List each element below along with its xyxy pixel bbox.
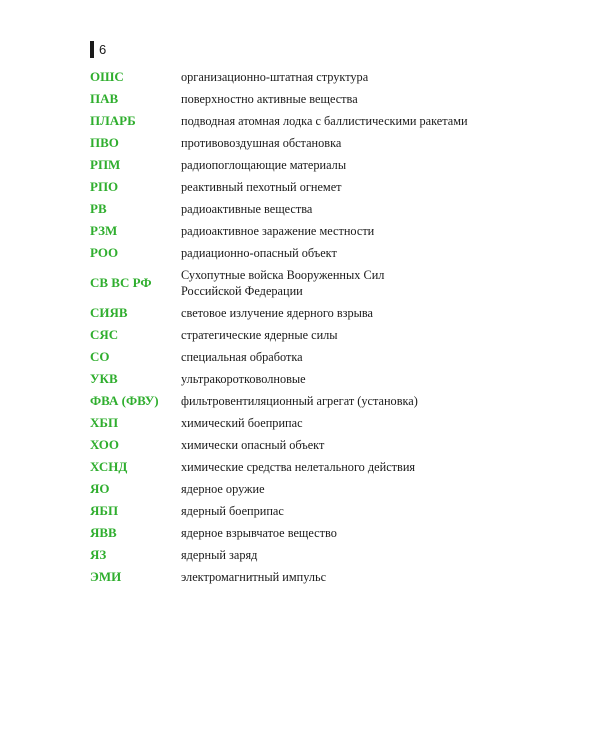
abbreviation-definition: фильтровентиляционный агрегат (установка): [181, 394, 418, 408]
abbreviation-term: ЯВВ: [90, 525, 117, 540]
abbreviation-definition: подводная атомная лодка с баллистическими ракетами: [181, 114, 468, 128]
abbreviation-term: ХОО: [90, 437, 119, 452]
abbreviation-term: ПАВ: [90, 91, 119, 106]
abbreviation-definition: ядерный заряд: [181, 548, 258, 562]
glossary-entry: [90, 133, 530, 155]
glossary-entry: [90, 413, 530, 435]
abbreviation-definition: химически опасный объект: [181, 438, 325, 452]
glossary-entry: [90, 89, 530, 111]
glossary-entry: [90, 303, 530, 325]
glossary-entry: [90, 501, 530, 523]
abbreviation-definition: электромагнитный импульс: [181, 570, 327, 584]
glossary-entry: [90, 111, 530, 133]
abbreviation-term: ЯО: [90, 481, 110, 496]
abbreviation-term: РОО: [90, 245, 119, 260]
abbreviation-definition: радиационно-опасный объект: [181, 246, 337, 260]
page-number: 6: [99, 41, 107, 57]
glossary-entry: [90, 479, 530, 501]
abbreviation-definition: ядерный боеприпас: [181, 504, 284, 518]
page-marker-bar: [90, 41, 94, 58]
abbreviation-term: ПЛАРБ: [90, 113, 136, 128]
abbreviation-definition: [181, 267, 530, 299]
abbreviation-definition: радиоактивное заражение местности: [181, 224, 375, 238]
abbreviation-term: СО: [90, 349, 110, 364]
glossary-entry: [90, 369, 530, 391]
glossary-entry: [90, 243, 530, 265]
abbreviation-definition: поверхностно активные вещества: [181, 92, 358, 106]
abbreviation-glossary: [90, 67, 530, 589]
abbreviation-definition: противовоздушная обстановка: [181, 136, 342, 150]
abbreviation-term: ХСНД: [90, 459, 128, 474]
abbreviation-term: РЗМ: [90, 223, 118, 238]
abbreviation-definition: химические средства нелетального действия: [181, 460, 416, 474]
glossary-entry: [90, 325, 530, 347]
abbreviation-definition: ядерное взрывчатое вещество: [181, 526, 337, 540]
abbreviation-definition: реактивный пехотный огнемет: [181, 180, 342, 194]
glossary-entry: [90, 347, 530, 369]
glossary-entry: [90, 391, 530, 413]
abbreviation-term: СВ ВС РФ: [90, 275, 152, 290]
glossary-entry: [90, 523, 530, 545]
glossary-entry: [90, 177, 530, 199]
glossary-entry: [90, 265, 530, 303]
abbreviation-definition: радиопоглощающие материалы: [181, 158, 347, 172]
abbreviation-term: ЯБП: [90, 503, 119, 518]
definition-line: Сухопутные войска Вооруженных Сил: [181, 268, 385, 282]
abbreviation-term: СИЯВ: [90, 305, 128, 320]
abbreviation-term: ХБП: [90, 415, 119, 430]
abbreviation-term: ПВО: [90, 135, 119, 150]
abbreviation-term: СЯС: [90, 327, 119, 342]
definition-line: Российской Федерации: [181, 284, 303, 298]
abbreviation-term: РВ: [90, 201, 107, 216]
glossary-entry: [90, 221, 530, 243]
glossary-entry: [90, 457, 530, 479]
abbreviation-term: ЭМИ: [90, 569, 122, 584]
abbreviation-term: ФВА (ФВУ): [90, 393, 159, 408]
glossary-entry: [90, 435, 530, 457]
glossary-entry: [90, 567, 530, 589]
abbreviation-term: ЯЗ: [90, 547, 107, 562]
abbreviation-definition: световое излучение ядерного взрыва: [181, 306, 374, 320]
abbreviation-definition: радиоактивные вещества: [181, 202, 313, 216]
abbreviation-definition: ультракоротковолновые: [181, 372, 306, 386]
abbreviation-term: РПО: [90, 179, 119, 194]
glossary-entry: [90, 199, 530, 221]
abbreviation-definition: стратегические ядерные силы: [181, 328, 338, 342]
abbreviation-definition: химический боеприпас: [181, 416, 303, 430]
glossary-entry: [90, 67, 530, 89]
glossary-entry: [90, 155, 530, 177]
abbreviation-term: УКВ: [90, 371, 118, 386]
page-header: [90, 40, 106, 58]
abbreviation-term: ОШС: [90, 69, 124, 84]
abbreviation-definition: организационно-штатная структура: [181, 70, 369, 84]
abbreviation-term: РПМ: [90, 157, 121, 172]
glossary-entry: [90, 545, 530, 567]
abbreviation-definition: ядерное оружие: [181, 482, 265, 496]
abbreviation-definition: специальная обработка: [181, 350, 303, 364]
